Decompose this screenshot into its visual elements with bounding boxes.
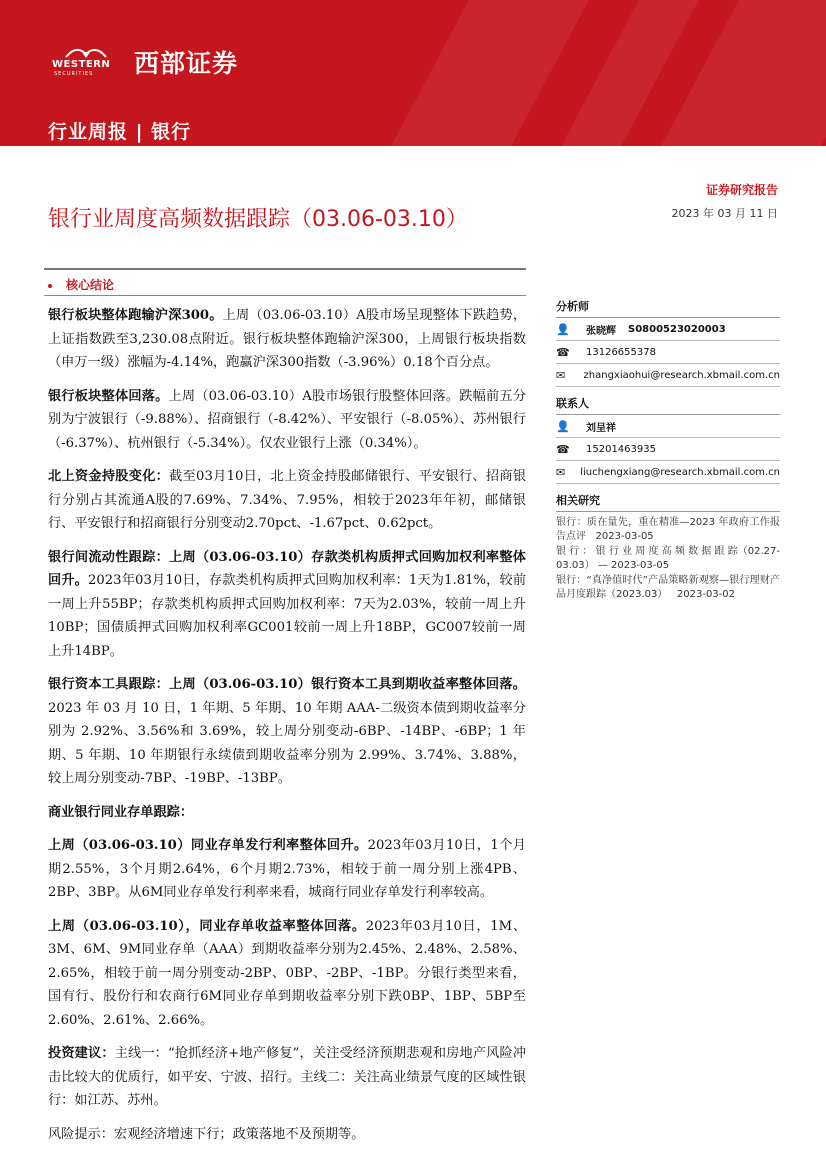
core-heading-label: 核心结论 [66,278,115,292]
related-list [556,516,780,601]
related-date: 2023-03-05 [595,530,654,542]
email-icon: ✉ [556,368,566,382]
phone-icon: ☎ [556,345,570,359]
page-title: 银行业周度高频数据跟踪（03.06-03.10） [48,207,468,232]
divider [44,295,526,296]
contact-name: 刘呈祥 [586,422,616,434]
banner-stripe [391,0,589,146]
related-date: 2023-03-05 [611,559,670,571]
analyst-phone-row [556,341,780,364]
related-item[interactable]: 银 行 ： 银 行 业 周 度 高 频 数 据 跟 踪（02.27-03.03） — 2023-03-05 [556,546,780,571]
paragraph-text: 风险提示：宏观经济增速下行；政策落地不及预期等。 [48,1126,365,1142]
paragraph [48,304,526,375]
contact-heading: 联系人 [556,395,780,415]
logo-latin-sub: SECURITIES [54,71,94,77]
analyst-phone: 13126655378 [586,346,656,358]
email-icon: ✉ [556,465,566,479]
analyst-name-row [556,318,780,341]
analyst-email-row [556,364,780,387]
phone-icon: ☎ [556,442,570,456]
paragraph-lead: 银行资本工具跟踪：上周（03.06-03.10）银行资本工具到期收益率整体回落。 [48,677,526,692]
related-item[interactable] [556,516,780,543]
section-tag: 行业周报 | 银行 [48,121,192,143]
paragraph [48,801,526,825]
paragraph-text: 2023年03月10日，1M、3M、6M、9M同业存单（AAA）到期收益率分别为2.45%、2.48%、2.58%、2.65%，相较于前一周分别变动-2BP、0BP、-2BP、-1BP。分银行类型来看，国有行、股份行和农商行6M同业存单到期收益率分别下跌0BP、1BP、5BP至 2.60%、2.61%、2.66%。 [48,918,527,1028]
related-title: 银行：“真净值时代”产品策略新观察—银行理财产品月度跟踪（2023.03） [556,575,780,600]
core-heading [48,276,114,293]
paragraph-lead: 银行间流动性跟踪：上周（03.06-03.10）存款类机构质押式回购加权利率整体回升。 [48,549,526,588]
related-title: 银 行 ： 银 行 业 周 度 高 频 数 据 跟 踪（02.27-03.03） [556,546,780,571]
paragraph-text: 上周（03.06-03.10）A股市场银行股整体回落。跌幅前五分别为宁波银行（-9.88%）、招商银行（-8.42%）、平安银行（-8.05%）、苏州银行（-6.37%）、杭州银行（-5.34%）。仅农业银行上涨（0.34%）。 [48,388,527,451]
paragraph-lead: 上周（03.06-03.10），同业存单收益率整体回落。 [48,918,366,934]
logo-latin: WESTERN [52,59,111,70]
paragraph-text: 截至03月10日，北上资金持股邮储银行、平安银行、招商银行分别占其流通A股的7.69%、7.34%、7.95%，相较于2023年年初，邮储银行、平安银行和招商银行分别变动2.70pct、-1.67pct、0.62pct。 [48,469,527,531]
paragraph-text: 2023年03月10日，1个月期2.55%，3个月期2.64%，6个月期2.73%，相较于前一周分别上涨4PB、2BP、3BP。从6M同业存单发行利率来看，城商行同业存单发行利率较高。 [48,838,526,900]
paragraph [48,915,526,1033]
contact-email[interactable]: liuchengxiang@research.xbmail.com.cn [580,466,780,478]
paragraph-lead: 上周（03.06-03.10）同业存单发行利率整体回升。 [48,838,368,853]
paragraph-text: 2023 年 03 月 10 日，1 年期、5 年期、10 年期 AAA-二级资本债到期收益率分别为 2.92%、3.56%和 3.69%，较上周分别变动-6BP、-14BP、-6BP；1 年期、5 年期、10 年期银行永续债到期收益率分别为 2.99%、3.74%、3.88%，较上周分别变动-7BP、-19BP、-13BP。 [48,700,526,786]
paragraph-lead: 北上资金持股变化： [48,469,170,484]
report-type: 证券研究报告 [705,183,778,197]
header-banner [0,0,826,146]
paragraph [48,385,526,456]
paragraph [48,546,526,664]
person-icon: 👤 [556,419,570,433]
paragraph [48,673,526,791]
contact-name-row [556,415,780,438]
paragraph [48,465,526,536]
company-logo [52,44,238,80]
divider [44,268,526,270]
analyst-heading: 分析师 [556,298,780,318]
logo-mark [52,45,122,79]
contact-email-row [556,461,780,484]
related-date: 2023-03-02 [676,588,736,600]
contact-phone: 15201463935 [586,443,656,455]
paragraph-lead: 银行板块整体跑输沪深300。 [48,308,223,323]
core-content [48,304,526,1156]
paragraph-lead: 银行板块整体回落。 [48,388,169,404]
contact-phone-row [556,438,780,461]
report-date: 2023 年 03 月 11 日 [671,207,778,220]
related-item[interactable] [556,574,780,601]
related-heading: 相关研究 [556,492,780,512]
sidebar [556,290,780,603]
paragraph [48,1042,526,1113]
paragraph-lead: 投资建议： [48,1046,115,1061]
paragraph-text: 主线一：“抢抓经济+地产修复”，关注受经济预期悲观和房地产风险冲击比较大的优质行，如平安、宁波、招行。主线二：关注高业绩景气度的区域性银行：如江苏、苏州。 [48,1046,527,1108]
analyst-email[interactable]: zhangxiaohui@research.xbmail.com.cn [583,369,780,381]
risk-note [48,1123,526,1147]
analyst-cert: S0800523020003 [628,323,726,335]
paragraph-text: 上周（03.06-03.10）A股市场呈现整体下跌趋势，上证指数跌至3,230.08点附近。银行板块整体跑输沪深300，上周银行板块指数（申万一级）涨幅为-4.14%，跑赢沪深300指数（-3.96%）0.18个百分点。 [48,308,527,370]
related-title: 银行：质在量先，重在精准—2023 年政府工作报告点评 [556,517,780,542]
paragraph-text: 2023年03月10日，存款类机构质押式回购加权利率：1天为1.81%，较前一周上升55BP；存款类机构质押式回购加权利率：7天为2.03%，较前一周上升10BP；国债质押式回购加权利率GC001较前一周上升18BP，GC007较前一周上升14BP。 [48,573,527,659]
paragraph-lead: 商业银行同业存单跟踪： [48,804,194,820]
bullet-icon [48,284,52,288]
analyst-name: 张晓辉 [586,325,616,337]
paragraph [48,834,526,905]
logo-name: 西部证券 [134,49,239,78]
person-icon: 👤 [556,322,570,336]
